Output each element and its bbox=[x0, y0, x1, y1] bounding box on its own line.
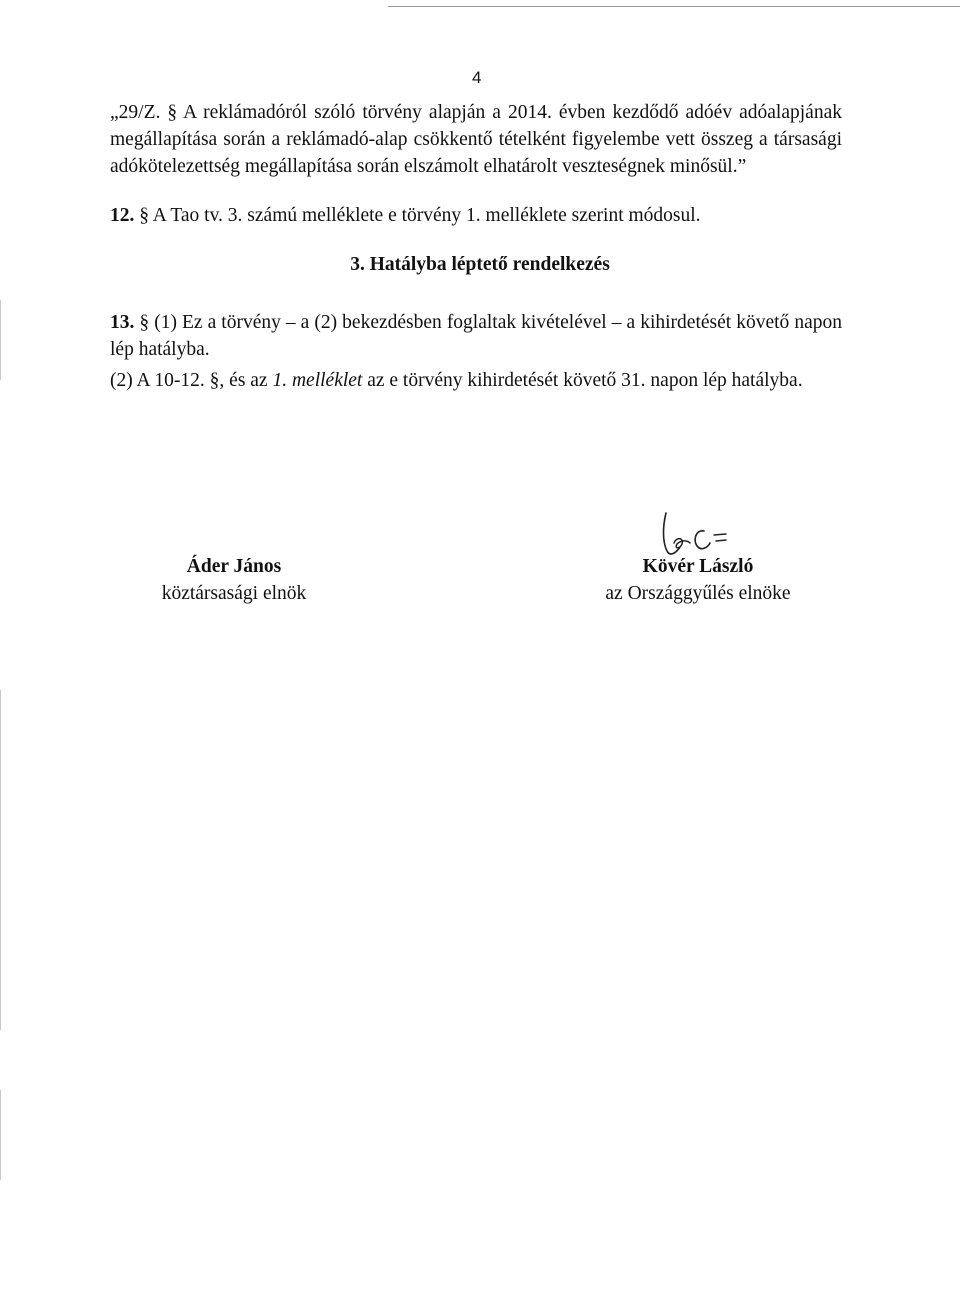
signatory-name-left: Áder János bbox=[186, 556, 282, 577]
page-number: 4 bbox=[472, 68, 482, 87]
chapter-3-heading: 3. Hatályba léptető rendelkezés bbox=[350, 254, 610, 275]
scan-margin-mark bbox=[0, 1090, 1, 1180]
section-13-para-1-text: § (1) Ez a törvény – a (2) bekezdésben foglaltak kivételével – a kihirdetését követő napon bbox=[139, 312, 843, 333]
section-29z-line-3: adókötelezettség megállapítása során elszámolt elhatárolt veszteségnek minősül.” bbox=[110, 156, 747, 177]
section-13 bbox=[110, 309, 842, 394]
signatory-name-right: Kövér László bbox=[642, 556, 754, 577]
section-13-para-1-line-2: lép hatályba. bbox=[110, 339, 210, 360]
scan-margin-mark bbox=[0, 690, 1, 1030]
section-29z bbox=[110, 99, 842, 180]
section-12-line bbox=[110, 202, 842, 229]
section-29z-line-2: megállapítása során a reklámadó-alap csökkentő tételként figyelembe vett összeg a társasági bbox=[110, 129, 842, 150]
signatory-title-right: az Országgyűlés elnöke bbox=[605, 583, 791, 604]
section-13-number: 13. bbox=[110, 312, 135, 333]
handwritten-signature bbox=[660, 507, 732, 559]
section-12 bbox=[110, 202, 842, 229]
section-13-para-2-before: (2) A 10-12. §, és az bbox=[110, 370, 273, 391]
scan-top-edge-line-right bbox=[905, 6, 960, 7]
signature-block-left bbox=[134, 553, 334, 607]
section-13-para-2 bbox=[110, 367, 842, 394]
section-12-text: § A Tao tv. 3. számú melléklete e törvény 1. melléklete szerint módosul. bbox=[139, 205, 701, 226]
scan-top-edge-line bbox=[388, 6, 908, 7]
section-13-para-2-annex: 1. melléklet bbox=[272, 370, 363, 391]
signature-block-right bbox=[598, 553, 798, 607]
section-13-para-1-line-1 bbox=[110, 309, 842, 336]
section-13-para-2-after: az e törvény kihirdetését követő 31. napon lép hatályba. bbox=[362, 370, 803, 391]
signatory-title-left: köztársasági elnök bbox=[161, 583, 307, 604]
section-29z-line-1: „29/Z. § A reklámadóról szóló törvény alapján a 2014. évben kezdődő adóév adóalapjának bbox=[110, 102, 842, 123]
section-12-number: 12. bbox=[110, 205, 135, 226]
scan-margin-mark bbox=[0, 300, 1, 380]
